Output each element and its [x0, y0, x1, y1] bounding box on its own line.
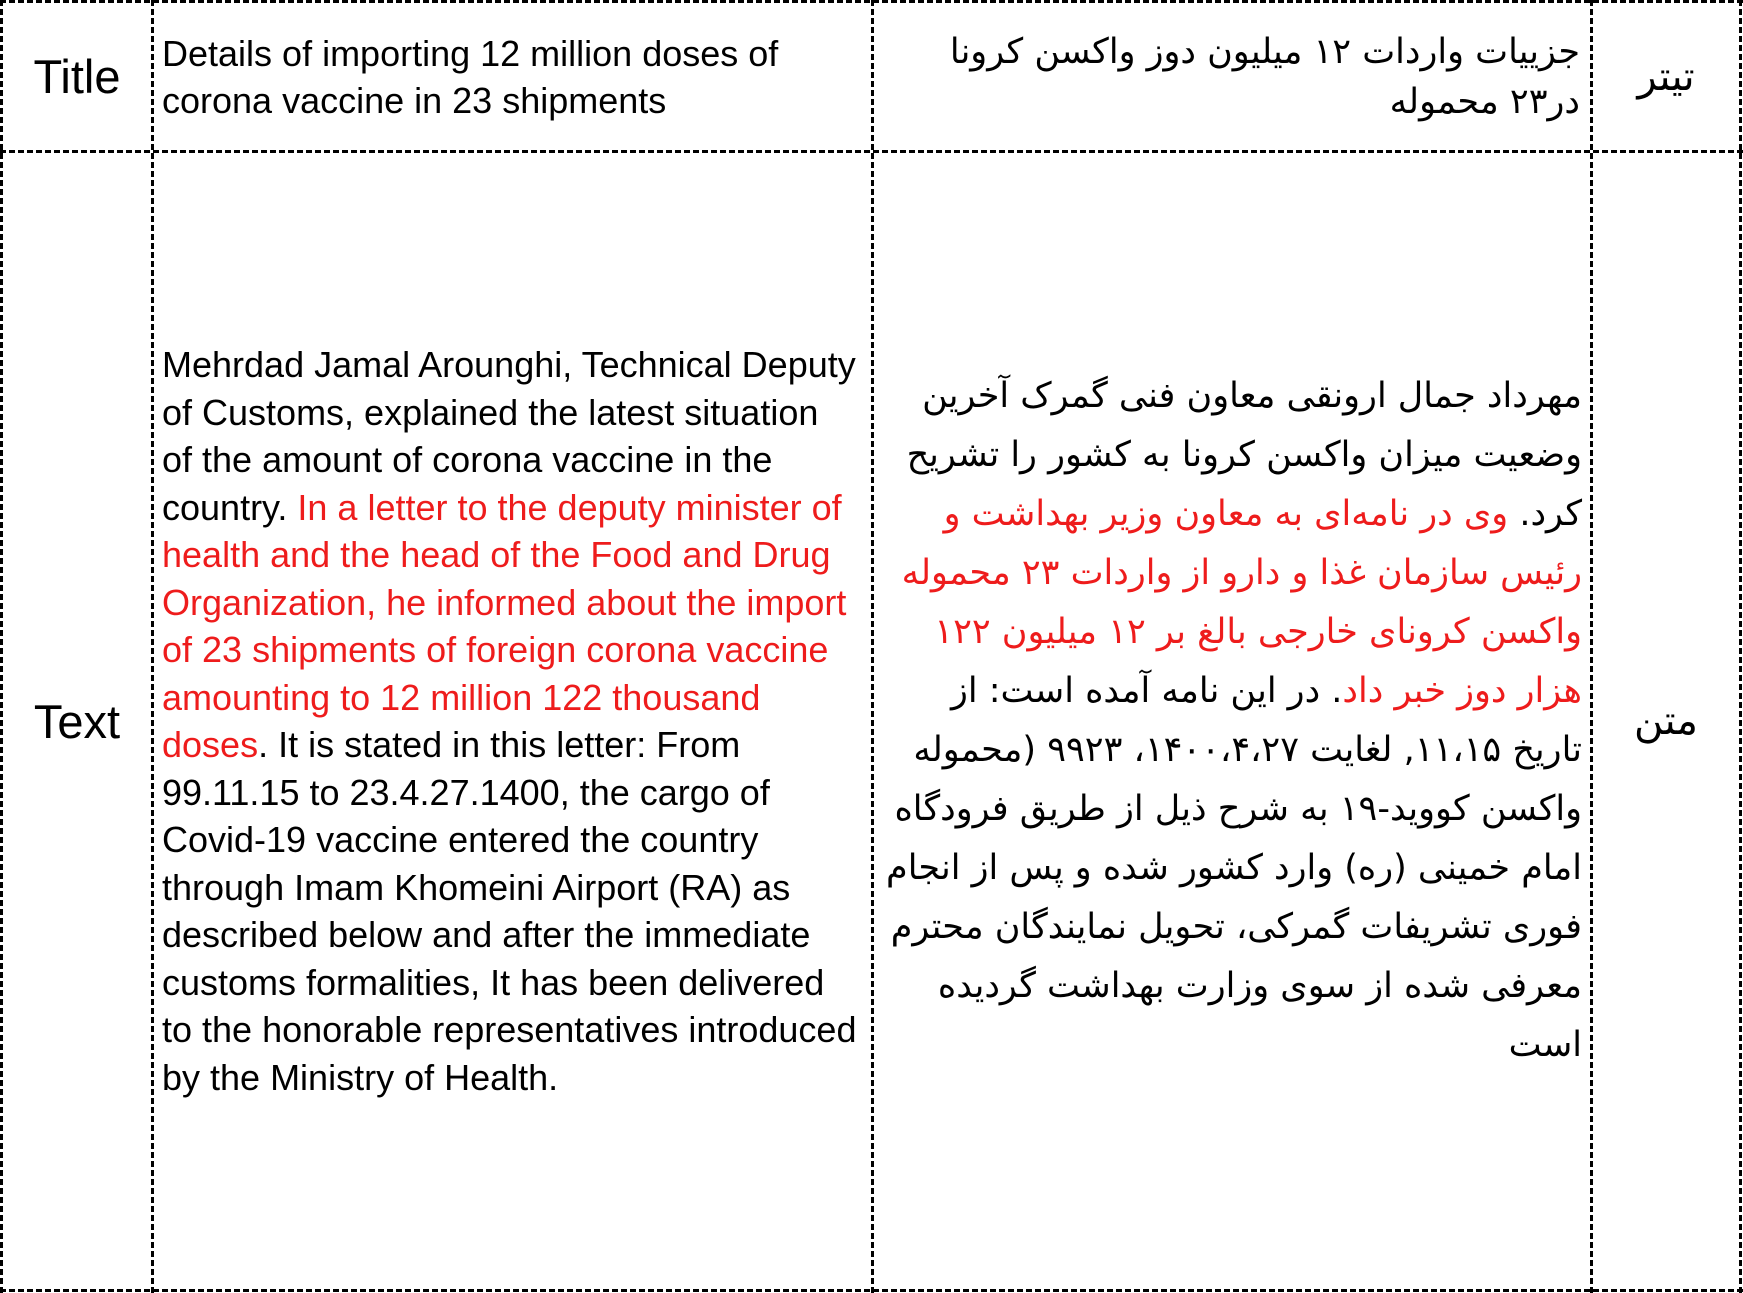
text-row-label-fa: متن — [1634, 698, 1698, 744]
english-title-text: Details of importing 12 million doses of corona vaccine in 23 shipments — [162, 32, 779, 121]
column-divider-2 — [871, 0, 874, 1293]
persian-body-highlight: وی در نامه‌ای به معاون وزیر بهداشت و رئیس سازمان غذا و دارو از واردات ۲۳ محموله واکسن کرونای خارجی بالغ بر ۱۲ میلیون ۱۲۲ هزار دوز خبر داد — [901, 494, 1582, 711]
persian-body-part1: مهرداد جمال ارونقی معاون فنی گمرک آخرین وضعیت میزان واکسن کرونا به کشور را تشریح کرد. — [906, 376, 1582, 534]
persian-title-text: جزییات واردات ۱۲ میلیون دوز واکسن کرونا در۲۳ محموله — [949, 31, 1580, 122]
title-row-label-en: Title — [33, 50, 121, 103]
persian-body-part2: . در این نامه آمده است: از تاریخ ۱۱،۱۵, لغایت ۱۴۰۰،۴،۲۷، ۹۹۲۳ (محموله واکسن کووید-۱۹ به شرح ذیل از طریق فرودگاه امام خمینی (ره) وارد کشور شده و پس از انجام فوری تشریفات گمرکی، تحویل نمایندگان محترم معرفی شده از سوی وزارت بهداشت گردیده است — [886, 671, 1582, 1065]
english-body-part2: . It is stated in this letter: From 99.11.15 to 23.4.27.1400, the cargo of Covid-19 vaccine entered the country through Imam Khomeini Airport (RA) as described below and after the immediate customs formalities, It has been delivered to the honorable representatives introduced by the Ministry of Health. — [162, 724, 857, 1098]
persian-body-text — [882, 367, 1582, 1075]
table-border-right — [1739, 0, 1742, 1293]
english-body-highlight: In a letter to the deputy minister of health and the head of the Food and Drug Organization, he informed about the import of 23 shipments of foreign corona vaccine amounting to 12 million 122 thousand doses — [162, 486, 847, 765]
english-body-text — [162, 341, 857, 1101]
text-row-english — [162, 153, 862, 1289]
text-row-persian — [880, 153, 1582, 1289]
english-body-part1: Mehrdad Jamal Arounghi, Technical Deputy of Customs, explained the latest situation of the amount of corona vaccine in the country. — [162, 344, 856, 528]
title-row-english — [162, 3, 862, 150]
column-divider-1 — [151, 0, 154, 1293]
title-row-persian — [880, 3, 1580, 150]
table-border-bottom — [0, 1289, 1743, 1292]
title-row-label-fa: تیتر — [1637, 53, 1695, 100]
text-row-label-en: Text — [33, 694, 121, 748]
